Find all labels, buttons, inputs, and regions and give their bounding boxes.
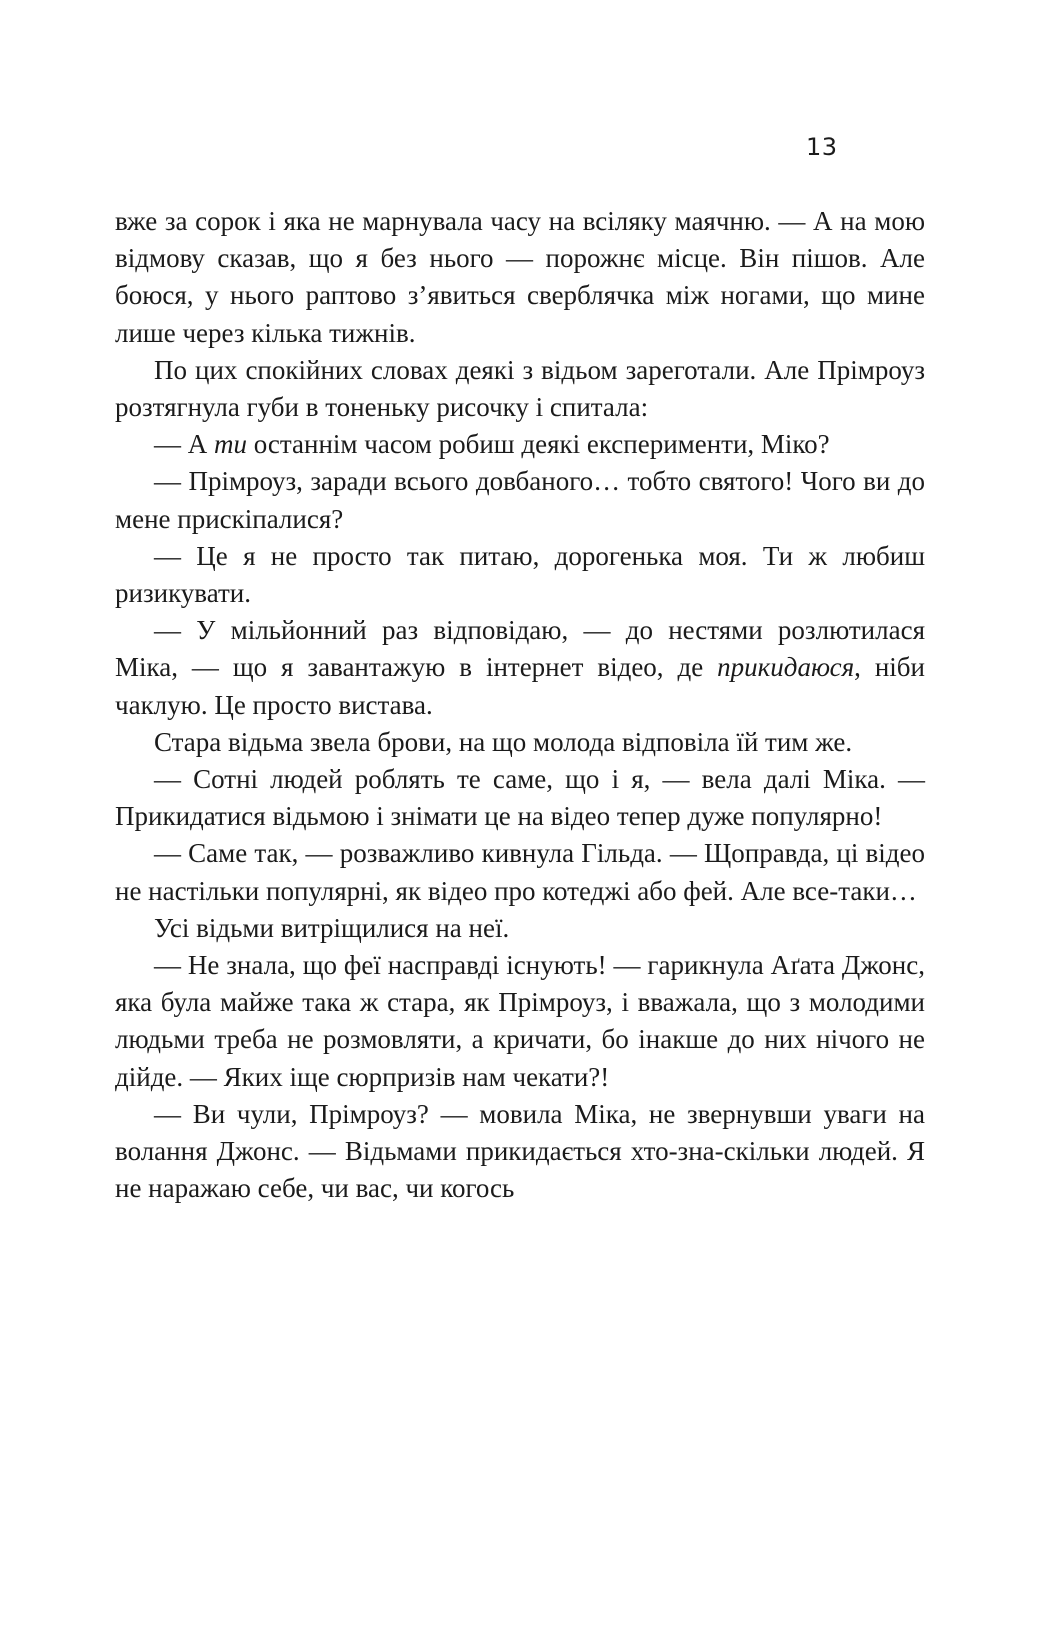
text-block [115,203,925,1207]
paragraph [115,947,925,1096]
paragraph [115,203,925,352]
text-run: останнім часом робиш деякі експерименти, Міко? [247,429,830,460]
paragraph [115,463,925,537]
text-run: Стара відьма звела брови, на що молода відповіла їй тим же. [154,726,853,757]
text-run: Усі відьми витріщилися на неї. [154,912,510,943]
text-run: — Сотні людей роблять те саме, що і я, — вела далі Міка. — Прикидатися відьмою і знімати це на відео тепер дуже популярно! [115,764,925,832]
paragraph [115,538,925,612]
italic-text-run: прикидаюся [717,652,855,683]
text-run: — Прімроуз, заради всього довбаного… тобто святого! Чого ви до мене прискіпалися? [115,466,925,534]
text-run: — Ви чули, Прімроуз? — мовила Міка, не звернувши уваги на волання Джонс. — Відьмами прикидається хто-зна-скільки людей. Я не наражаю себе, чи вас, чи когось [115,1098,925,1204]
paragraph [115,835,925,909]
text-run: вже за сорок і яка не марнувала часу на всіляку маячню. — А на мою відмову сказав, що я без нього — порожнє місце. Він пішов. Але боюся, у нього раптово з’явиться сверблячка між ногами, що мине лише через кілька тижнів. [115,206,925,348]
paragraph [115,761,925,835]
text-run: — А [154,429,214,460]
text-run: По цих спокійних словах деякі з відьом зареготали. Але Прімроуз розтягнула губи в тоненьку рисочку і спитала: [115,354,925,423]
paragraph [115,612,925,724]
text-run: , ніби чаклую. Це просто вистава. [115,652,925,720]
italic-text-run: ти [214,429,247,460]
paragraph [115,910,925,947]
text-run: — У мільйонний раз відповідаю, — до нестями розлютилася Міка, — що я завантажую в інтернет відео, де [115,615,925,683]
page-number: 13 [806,133,838,161]
text-run: — Не знала, що феї насправді існують! — гарикнула Аґата Джонс, яка була майже така ж стара, як Прімроуз, і вважала, що з молодими людьми треба не розмовляти, а кричати, бо інакше до них нічого не дійде. — Яких іще сюрпризів нам чекати?! [115,950,925,1092]
text-run: — Саме так, — розважливо кивнула Гільда. — Щоправда, ці відео не настільки популярні, як відео про котеджі або фей. Але все-таки… [115,838,925,906]
paragraph [115,724,925,761]
paragraph [115,426,925,463]
paragraph [115,352,925,426]
paragraph [115,1096,925,1208]
text-run: — Це я не просто так питаю, дорогенька моя. Ти ж любиш ризикувати. [115,540,925,609]
